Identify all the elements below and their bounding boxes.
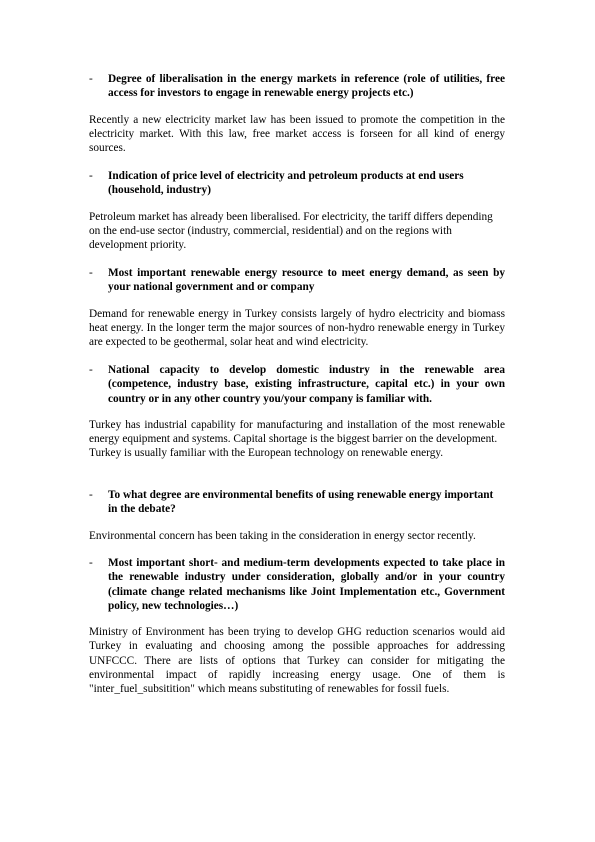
- answer-line: Turkey is usually familiar with the European technology on renewable energy.: [89, 447, 444, 460]
- question-text: Indication of price level of electricity and petroleum products at end users (household, industry): [108, 170, 464, 197]
- answer-paragraph: Recently a new electricity market law has been issued to promote the competition in the electricity market. With this law, free market access is forseen for all kind of energy sources.: [89, 113, 505, 155]
- section-national-capacity: [89, 363, 505, 461]
- answer-paragraph: Demand for renewable energy in Turkey consists largely of hydro electricity and biomass heat energy. In the longer term the major sources of non-hydro renewable energy in Turkey are expected to be geothermal, solar heat and wind electricity.: [89, 307, 505, 349]
- question-heading: [89, 266, 505, 295]
- answer-paragraph: [89, 418, 505, 461]
- question-text: To what degree are environmental benefits of using renewable energy important in the debate?: [108, 489, 494, 516]
- bullet-dash: -: [89, 267, 93, 279]
- bullet-dash: -: [89, 364, 93, 376]
- question-heading: [89, 169, 505, 198]
- answer-paragraph: Petroleum market has already been liberalised. For electricity, the tariff differs depending on the end-use sector (industry, commercial, residential) and on the regions with development priority.: [89, 210, 493, 252]
- section-liberalisation: [89, 72, 505, 155]
- question-text: National capacity to develop domestic industry in the renewable area (competence, industry base, existing infrastructure, capital etc.) in your own country or in any other country you/your company is familiar with.: [108, 364, 505, 405]
- question-heading: [89, 363, 505, 406]
- section-price-level: [89, 169, 505, 252]
- question-text: Most important renewable energy resource to meet energy demand, as seen by your national government and or company: [108, 267, 505, 294]
- answer-paragraph: Environmental concern has been taking in the consideration in energy sector recently.: [89, 529, 476, 542]
- bullet-dash: -: [89, 170, 93, 182]
- question-heading: [89, 72, 505, 101]
- section-developments: [89, 556, 505, 697]
- section-renewable-resource: [89, 266, 505, 349]
- bullet-dash: -: [89, 557, 93, 569]
- bullet-dash: -: [89, 73, 93, 85]
- answer-line: Turkey has industrial capability for manufacturing and installation of the most renewable energy equipment and systems. Capital shortage is the biggest barrier on the development.: [89, 418, 505, 446]
- section-environmental-benefits: [89, 488, 505, 543]
- question-heading: [89, 488, 505, 517]
- question-text: Most important short- and medium-term developments expected to take place in the renewable industry under consideration, globally and/or in your country (climate change related mechanisms like Joint Implementation etc., Government policy, new technologies…): [108, 557, 505, 612]
- answer-paragraph: Ministry of Environment has been trying to develop GHG reduction scenarios would aid Turkey in evaluating and choosing among the possible approaches for addressing UNFCCC. There are lists of options that Turkey can consider for mitigating the environmental impact of rapidly increasing energy usage. One of them is "inter_fuel_subsitition" which means substituting of renewables for fossil fuels.: [89, 626, 505, 696]
- question-text: Degree of liberalisation in the energy markets in reference (role of utilities, free access for investors to engage in renewable energy projects etc.): [108, 73, 505, 100]
- bullet-dash: -: [89, 489, 93, 501]
- question-heading: [89, 556, 505, 613]
